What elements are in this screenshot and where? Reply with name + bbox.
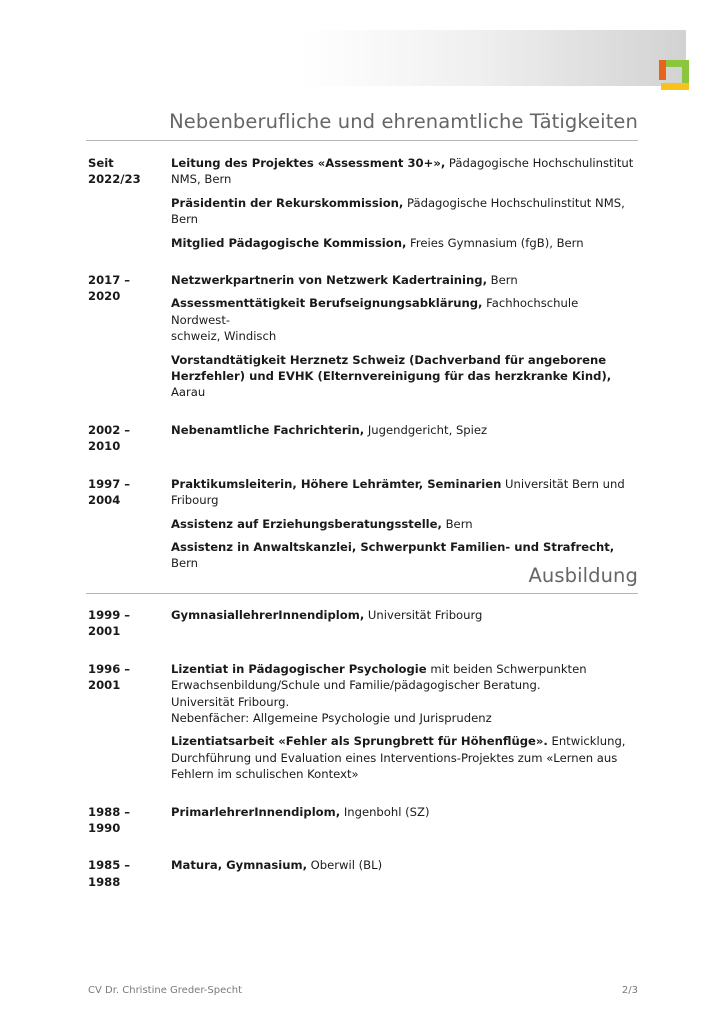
section-divider-education [86,593,638,594]
entry-item-text: Bern [486,273,518,288]
side-activities-list [88,155,638,593]
entry-item [171,857,638,873]
entry-item-text: Ingenbohl (SZ) [340,804,430,819]
entry-item [171,733,638,782]
section-divider-side-activities [86,140,638,141]
timeline-entry [88,272,638,401]
entry-details [171,857,638,890]
entry-item-text: Bern [441,516,473,531]
entry-item-text: Entwicklung, Durchführung und Evaluation eines Interventions-Projektes zum «Lernen aus Fehlern im schulischen Kontext» [171,734,626,782]
entry-item-text: Freies Gymnasium (fgB), Bern [406,235,584,250]
entry-item-text: Fachhochschule Nordwest- schweiz, Windisch [171,296,579,344]
footer-author: CV Dr. Christine Greder-Specht [88,985,243,996]
entry-item [171,804,638,820]
timeline-entry [88,804,638,837]
entry-item-heading: PrimarlehrerInnendiplom, [171,804,341,819]
header-gradient-band [300,30,686,86]
section-title-education: Ausbildung [528,564,638,587]
entry-item [171,155,638,188]
timeline-entry [88,857,638,890]
entry-item-heading: Praktikumsleiterin, Höhere Lehrämter, Seminarien [171,476,502,491]
entry-item-heading: Mitglied Pädagogische Kommission, [171,235,407,250]
entry-item-text: mit beiden Schwerpunkten Erwachsenbildung/Schule und Familie/pädagogischer Beratung. Universität Fribourg. Nebenfächer: Allgemeine Psychologie und Jurisprudenz [171,661,587,726]
entry-item [171,352,638,401]
entry-item-heading: Matura, Gymnasium, [171,858,307,873]
entry-item [171,607,638,623]
education-list [88,607,638,911]
logo-orange-bar [659,60,666,80]
entry-details [171,272,638,401]
timeline-entry [88,422,638,455]
entry-item [171,195,638,228]
entry-item [171,661,638,727]
entry-period: 1997 – 2004 [88,476,131,508]
logo-yellow-bar [661,83,689,90]
entry-item-text: Universität Bern und Fribourg [171,476,625,508]
entry-item-heading: Assessmenttätigkeit Berufseignungsabklärung, [171,296,483,311]
entry-item-heading: Präsidentin der Rekurskommission, [171,195,404,210]
entry-period: 2002 – 2010 [88,422,131,454]
entry-item-heading: GymnasiallehrerInnendiplom, [171,608,365,622]
timeline-entry [88,607,638,640]
entry-details [171,155,638,251]
entry-period: 1999 – 2001 [88,608,131,639]
entry-item-text: Jugendgericht, Spiez [364,422,488,437]
entry-item-heading: Assistenz auf Erziehungsberatungsstelle, [171,516,442,531]
logo-green-side-bar [682,67,689,83]
entry-details [171,804,638,837]
footer-page-number: 2/3 [621,985,638,996]
entry-period: 2017 – 2020 [88,273,131,304]
timeline-entry [88,155,638,251]
entry-item-text: Bern [171,556,198,571]
logo-icon [659,60,689,90]
entry-item [171,516,638,532]
entry-item-heading: Netzwerkpartnerin von Netzwerk Kadertraining, [171,273,487,288]
entry-details [171,476,638,572]
entry-item-heading: Lizentiat in Pädagogischer Psychologie [171,661,427,676]
entry-period: 1988 – 1990 [88,804,131,836]
entry-item-text: Oberwil (BL) [306,858,383,873]
entry-item [171,235,638,251]
entry-item [171,295,638,344]
timeline-entry [88,476,638,572]
entry-period: 1996 – 2001 [88,661,131,693]
section-title-side-activities: Nebenberufliche und ehrenamtliche Tätigkeiten [169,110,638,133]
entry-details [171,607,638,640]
entry-item-heading: Nebenamtliche Fachrichterin, [171,422,365,437]
entry-item [171,272,638,288]
entry-item-heading: Lizentiatsarbeit «Fehler als Sprungbrett für Höhenflüge». [171,734,548,749]
timeline-entry [88,661,638,783]
entry-period: Seit 2022/23 [88,156,141,187]
entry-details [171,422,638,455]
entry-item-text: Aarau [171,385,206,400]
entry-item-text: Universität Fribourg [364,608,483,622]
entry-item-text: Pädagogische Hochschulinstitut NMS, Bern [171,195,625,227]
entry-item-heading: Assistenz in Anwaltskanzlei, Schwerpunkt Familien- und Strafrecht, [171,539,615,554]
entry-item-heading: Vorstandtätigkeit Herznetz Schweiz (Dachverband für angeborene Herzfehler) und EVHK (Elternvereinigung für das herzkranke Kind), [171,352,612,384]
entry-item [171,476,638,509]
entry-item-text: Pädagogische Hochschulinstitut NMS, Bern [171,156,634,187]
entry-period: 1985 – 1988 [88,858,131,889]
logo-green-top-bar [666,60,689,67]
entry-item-heading: Leitung des Projektes «Assessment 30+», [171,156,446,170]
entry-details [171,661,638,783]
entry-item [171,422,638,438]
